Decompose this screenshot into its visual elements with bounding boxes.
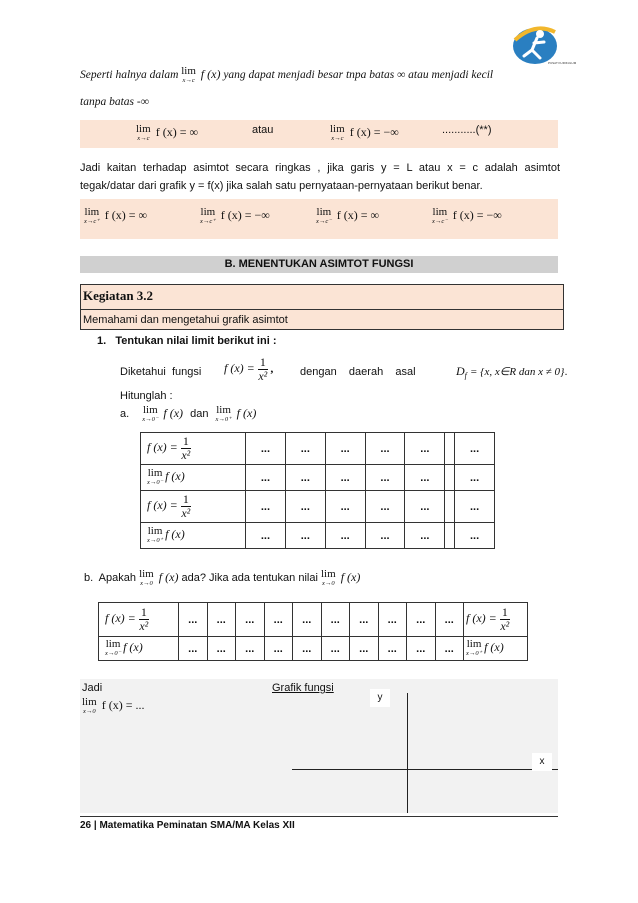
footer: 26 | Matematika Peminatan SMA/MA Kelas XII [80,820,295,831]
limit-expression-a: f (x) = ∞ [155,125,199,140]
grafik-label: Grafik fungsi [272,682,334,694]
y-axis [407,693,408,813]
limit-item-4: f (x) = −∞ [452,208,502,223]
intro-line-1: Seperti halnya dalam lim x→c f (x) yang dapat menjadi besar tnpa batas ∞ atau menjadi kecil [80,65,494,84]
paragraph-line-1: Jadi kaitan terhadap asimtot secara ringkas , jika garis y = L atau x = c adalah asimtot [80,162,560,174]
jadi-label: Jadi [82,682,103,694]
limit-cell: lim x→0⁺ f (x) [464,637,528,661]
x-axis-label: x [532,753,552,771]
logo-emblem-icon [510,20,577,68]
function-cell: f (x) = $\frac{1}{\text{x²}}$ [141,491,246,523]
limit-cell: lim x→0⁻ f (x) [99,637,179,661]
table-a [140,432,495,549]
table-row: lim x→0⁻ f (x) ... ... ... ... ... ... ... ... ... ... lim x→0⁺ f (x) [99,637,528,661]
limit-item-3: f (x) = ∞ [336,208,380,223]
table-row: lim x→0⁻ f (x) ... ... ... ... ... ... [141,465,495,491]
question-1-given: Diketahui fungsi f (x) = $\frac{1}{\text{x²}}$ , dengan daerah asal $D_f = \{x$, x∈R dan x ≠ 0}. [120,355,568,383]
svg-text:PUSAT KURIKULUM: PUSAT KURIKULUM [548,61,577,65]
question-1-heading: 1. Tentukan nilai limit berikut ini : [97,335,277,347]
x-axis [292,769,558,770]
y-axis-label: y [370,689,390,707]
hitunglah: Hitunglah : [120,390,173,402]
paragraph-line-2: tegak/datar dari grafik y = f(x) jika salah satu pernyataan-pernyataan berikut benar. [80,180,483,192]
section-b-title: B. MENENTUKAN ASIMTOT FUNGSI [224,258,414,270]
marker: ...........(**) [442,124,492,136]
logo [510,20,577,68]
table-row: lim x→0⁺ f (x) ... ... ... ... ... ... [141,523,495,549]
function-cell: f (x) = $\frac{1}{\text{x²}}$ [99,603,179,637]
paragraph [80,159,560,195]
kegiatan-subtitle: Memahami dan mengetahui grafik asimtot [81,309,563,330]
limit-box-1: lim x→c f (x) = ∞ atau lim x→c f (x) = −∞ ...........(**) [80,120,558,148]
answer-area [80,679,558,813]
table-b [98,602,528,661]
limit-item-2: f (x) = −∞ [220,208,270,223]
limit-cell: lim x→0⁻ f (x) [141,465,246,491]
footer-rule [80,816,558,817]
question-b: b. Apakah lim x→0 f (x) ada? Jika ada tentukan nilai lim x→0 f (x) [84,568,361,587]
table-row: f (x) = $\frac{1}{\text{x²}}$ ... ... ... ... ... ... [141,491,495,523]
section-b-bar [80,256,558,273]
limit-item-1: f (x) = ∞ [104,208,148,223]
function-cell: f (x) = $\frac{1}{\text{x²}}$ [464,603,528,637]
kegiatan-box [80,284,564,330]
question-a: a. lim x→0⁻ f (x) dan lim x→0⁺ f (x) [120,404,257,423]
limit-expression-b: f (x) = −∞ [349,125,399,140]
kegiatan-title: Kegiatan 3.2 [83,288,154,303]
function-cell: f (x) = $\frac{1}{\text{x²}}$ [141,433,246,465]
limit-cell: lim x→0⁺ f (x) [141,523,246,549]
limit-box-2: lim x→c⁺ f (x) = ∞ lim x→c⁺ f (x) = −∞ lim x→c⁻ f (x) = ∞ lim x→c⁻ f (x) = −∞ [80,199,558,239]
jadi-limit: lim x→0 f (x) = ... [82,696,145,715]
atau-label: atau [252,124,274,136]
intro-line-2: tanpa batas -∞ [80,96,149,108]
table-row: f (x) = $\frac{1}{\text{x²}}$ ... ... ... ... ... ... ... ... ... ... f (x) = $\frac{1}{\text{x²}}$ [99,603,528,637]
table-row: f (x) = $\frac{1}{\text{x²}}$ ... ... ... ... ... ... [141,433,495,465]
